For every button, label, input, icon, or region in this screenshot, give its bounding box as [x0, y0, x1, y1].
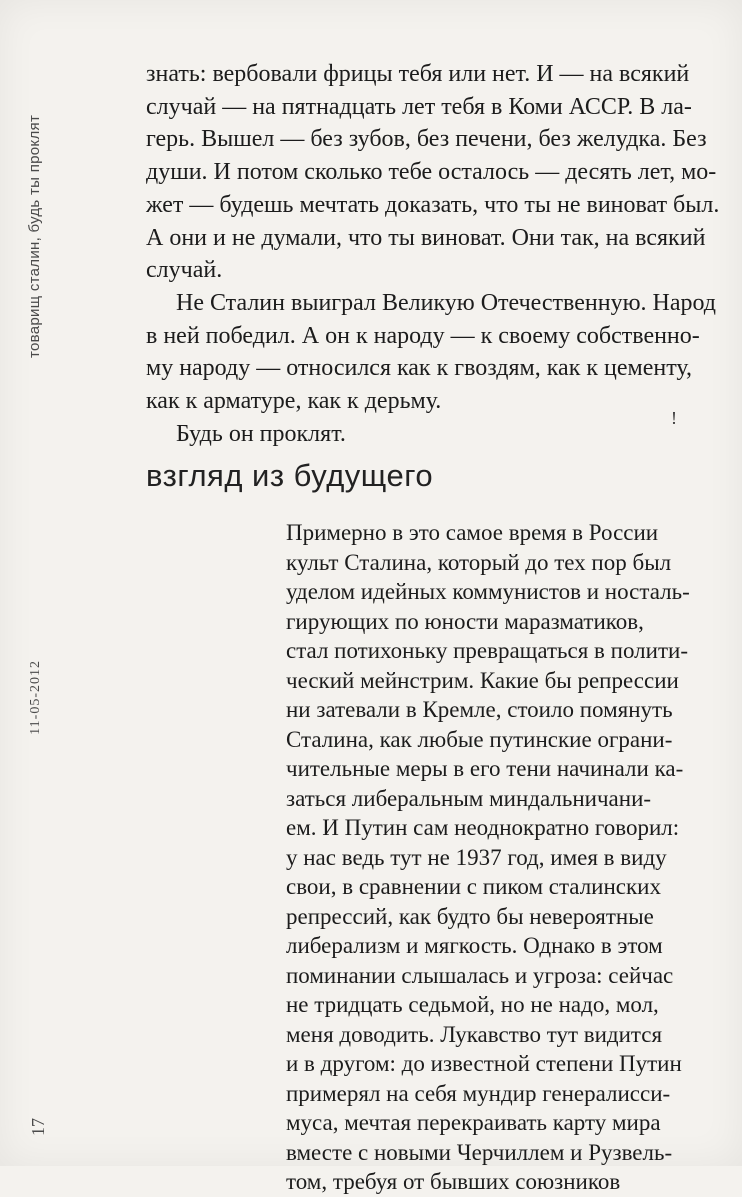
- text-line: культ Сталина, который до тех пор был: [286, 549, 672, 575]
- text-line: репрессий, как будто бы невероятные: [286, 903, 654, 929]
- text-line: жет — будешь мечтать доказать, что ты не виноват был.: [146, 191, 720, 218]
- text-line: стал потихоньку превращаться в полити-: [286, 638, 688, 663]
- text-line: примерял на себя мундир генералисси-: [286, 1080, 671, 1106]
- text-line: А они и не думали, что ты виноват. Они так, на всякий: [146, 224, 706, 251]
- publication-date: 11-05-2012: [28, 660, 43, 735]
- text-line: души. И потом сколько тебе осталось — десять лет, мо-: [146, 159, 717, 186]
- text-line: в ней победил. А он к народу — к своему собственно-: [146, 322, 700, 349]
- text-line: не тридцать седьмой, но не надо, мол,: [286, 992, 659, 1017]
- text-line: том, требуя от бывших союзников: [286, 1169, 621, 1194]
- page-number: 17: [28, 1118, 48, 1136]
- text-line: герь. Вышел — без зубов, без печени, без желудка. Без: [146, 126, 707, 153]
- text-line: уделом идейных коммунистов и носталь-: [286, 579, 690, 604]
- text-line: Не Сталин выиграл Великую Отечественную. Народ: [176, 289, 716, 316]
- text-line: меня доводить. Лукавство тут видится: [286, 1021, 663, 1047]
- text-line: вместе с новыми Черчиллем и Рузвель-: [286, 1139, 673, 1165]
- text-line: чительные меры в его тени начинали ка-: [286, 756, 684, 781]
- running-head: товарищ сталин, будь ты проклят: [26, 114, 43, 358]
- text-line: му народу — относился как к гвоздям, как к цементу,: [146, 355, 692, 382]
- section-title: взгляд из будущего: [146, 458, 434, 493]
- column-paragraph: [286, 518, 706, 1197]
- text-line: ем. И Путин сам неоднократно говорил:: [286, 815, 680, 840]
- top-paragraphs: [146, 58, 720, 450]
- text-line: как к арматуре, как к дерьму.: [146, 388, 442, 415]
- text-line: случай.: [146, 257, 223, 284]
- text-line: Примерно в это самое время в России: [286, 520, 659, 545]
- text-line: Будь он проклят.: [176, 420, 346, 447]
- text-line: ческий мейнстрим. Какие бы репрессии: [286, 667, 679, 693]
- text-line: случай — на пятнадцать лет тебя в Коми АССР. В ла-: [146, 93, 692, 120]
- text-line: знать: вербовали фрицы тебя или нет. И — на всякий: [146, 61, 690, 87]
- text-line: Сталина, как любые путинские ограни-: [286, 726, 673, 752]
- text-line: у нас ведь тут не 1937 год, имея в виду: [286, 844, 667, 870]
- margin-mark: ǃ: [671, 408, 677, 428]
- text-line: ни затевали в Кремле, стоило помянуть: [286, 697, 673, 722]
- text-line: муса, мечтая перекраивать карту мира: [286, 1110, 661, 1135]
- text-line: и в другом: до известной степени Путин: [286, 1051, 682, 1076]
- text-line: поминании слышалась и угроза: сейчас: [286, 962, 674, 988]
- text-line: либерализм и мягкость. Однако в этом: [286, 933, 663, 958]
- text-line: свои, в сравнении с пиком сталинских: [286, 874, 661, 899]
- text-line: гирующих по юности маразматиков,: [286, 608, 644, 634]
- text-line: заться либеральным миндальничани-: [286, 785, 652, 811]
